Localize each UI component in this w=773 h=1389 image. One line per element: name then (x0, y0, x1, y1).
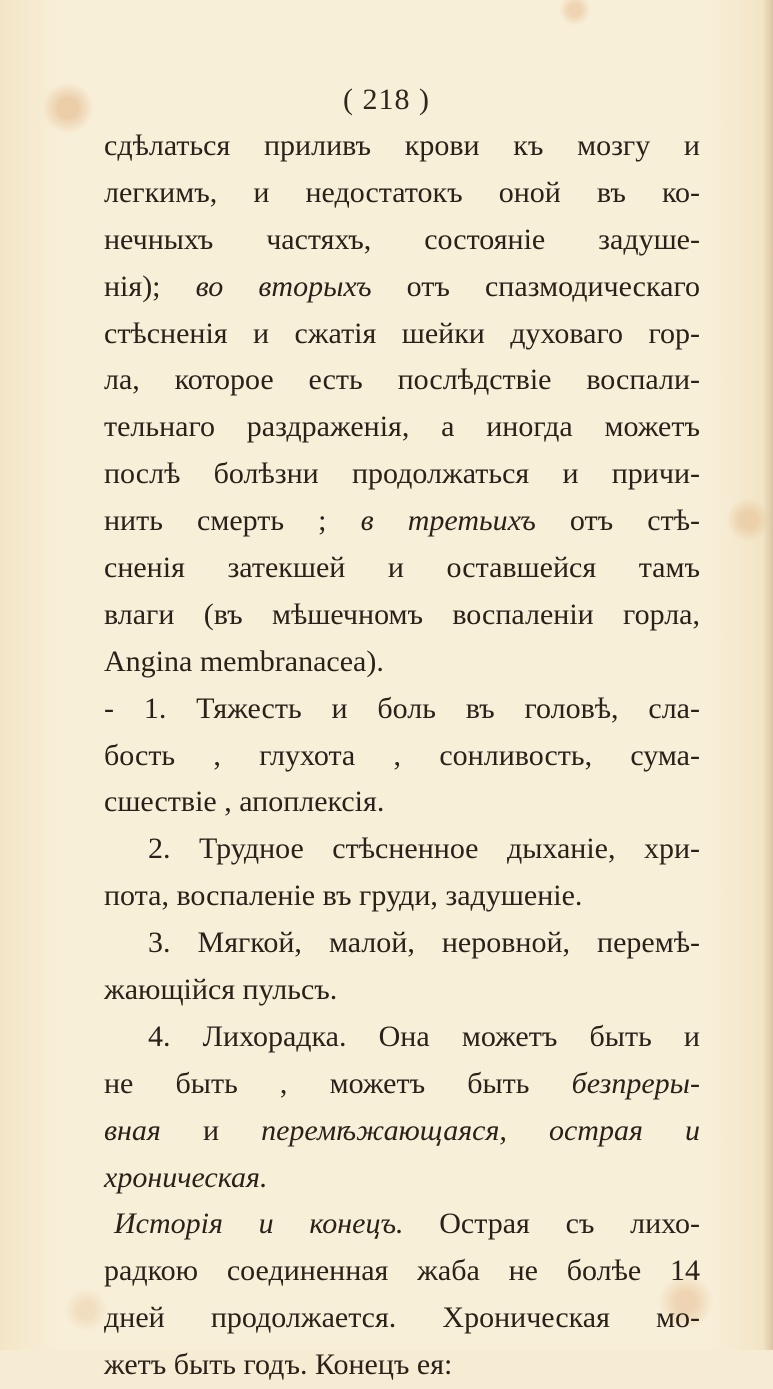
text-line (104, 733, 700, 780)
italic-text: вная (104, 1113, 161, 1147)
text-segment: влаги (въ мѣшечномъ воспаленіи горла, (104, 597, 700, 631)
text-segment: не быть , можетъ быть (104, 1066, 572, 1100)
text-line (104, 873, 700, 920)
italic-text: Исторія и конецъ. (114, 1207, 404, 1241)
text-line (104, 1295, 700, 1342)
text-line (104, 1061, 700, 1108)
text-segment: ла, которое есть послѣдствіе воспали- (104, 363, 700, 397)
page-number: ( 218 ) (343, 83, 430, 116)
text-line (104, 217, 700, 264)
text-segment: сшествіе , апоплексія. (104, 785, 385, 819)
text-line (104, 779, 700, 826)
text-line (104, 1248, 700, 1295)
text-segment: Острая съ лихо- (403, 1207, 700, 1241)
text-segment: отъ спазмодическаго (371, 269, 700, 303)
text-segment: пота, воспаленіе въ груди, задушеніе. (104, 879, 583, 913)
text-segment: - 1. Тяжесть и боль въ головѣ, сла- (104, 691, 700, 725)
text-line (104, 967, 700, 1014)
text-line (104, 123, 700, 170)
text-segment: 4. Лихорадка. Она можетъ быть и (148, 1019, 700, 1053)
italic-text: безпреры- (571, 1066, 700, 1100)
text-line (104, 1155, 700, 1202)
text-segment: нить смерть ; (104, 504, 361, 538)
text-line (104, 311, 700, 358)
text-line (104, 920, 700, 967)
text-segment: бость , глухота , сонливость, сума- (104, 738, 700, 772)
text-segment: Angina membranacea). (104, 644, 384, 678)
page-edge-shadow (763, 0, 773, 1350)
text-segment: сненія затекшей и оставшейся тамъ (104, 551, 700, 585)
text-line (104, 1108, 700, 1155)
italic-text: перемѣжающаяся, острая и (261, 1113, 700, 1147)
text-segment: нія); (104, 269, 196, 303)
body-text (104, 123, 700, 1382)
italic-text: во вторыхъ (195, 269, 372, 303)
text-line (104, 170, 700, 217)
text-segment: сдѣлаться приливъ крови къ мозгу и (104, 129, 700, 162)
text-segment: жетъ быть годъ. Конецъ ея: (104, 1348, 453, 1382)
text-line (104, 451, 700, 498)
text-segment: стѣсненія и сжатія шейки духоваго гор- (104, 316, 700, 350)
text-line (104, 826, 700, 873)
text-line (104, 1342, 700, 1389)
text-segment: радкою соединенная жаба не болѣе 14 (104, 1254, 700, 1288)
text-line (104, 686, 700, 733)
text-line (104, 545, 700, 592)
text-line (104, 1201, 700, 1248)
text-line (104, 404, 700, 451)
text-line (104, 1014, 700, 1061)
text-segment: легкимъ, и недостатокъ оной въ ко- (104, 175, 700, 209)
text-line (104, 639, 700, 686)
text-segment: и (160, 1113, 262, 1147)
italic-text: хроническая. (104, 1160, 268, 1194)
text-line (104, 498, 700, 545)
text-segment: нечныхъ частяхъ, состояніе задуше- (104, 222, 700, 256)
text-line (104, 264, 700, 311)
text-segment: дней продолжается. Хроническая мо- (104, 1301, 700, 1335)
text-segment: тельнаго раздраженія, а иногда можетъ (104, 410, 700, 444)
text-segment: отъ стѣ- (535, 504, 700, 538)
text-line (104, 357, 700, 404)
italic-text: в третьихъ (360, 504, 536, 538)
text-segment: 2. Трудное стѣсненное дыханіе, хри- (148, 832, 700, 866)
text-segment: 3. Мягкой, малой, неровной, перемѣ- (148, 926, 700, 960)
text-segment: послѣ болѣзни продолжаться и причи- (104, 457, 700, 491)
text-line (104, 592, 700, 639)
text-segment: жающійся пульсъ. (104, 973, 338, 1007)
